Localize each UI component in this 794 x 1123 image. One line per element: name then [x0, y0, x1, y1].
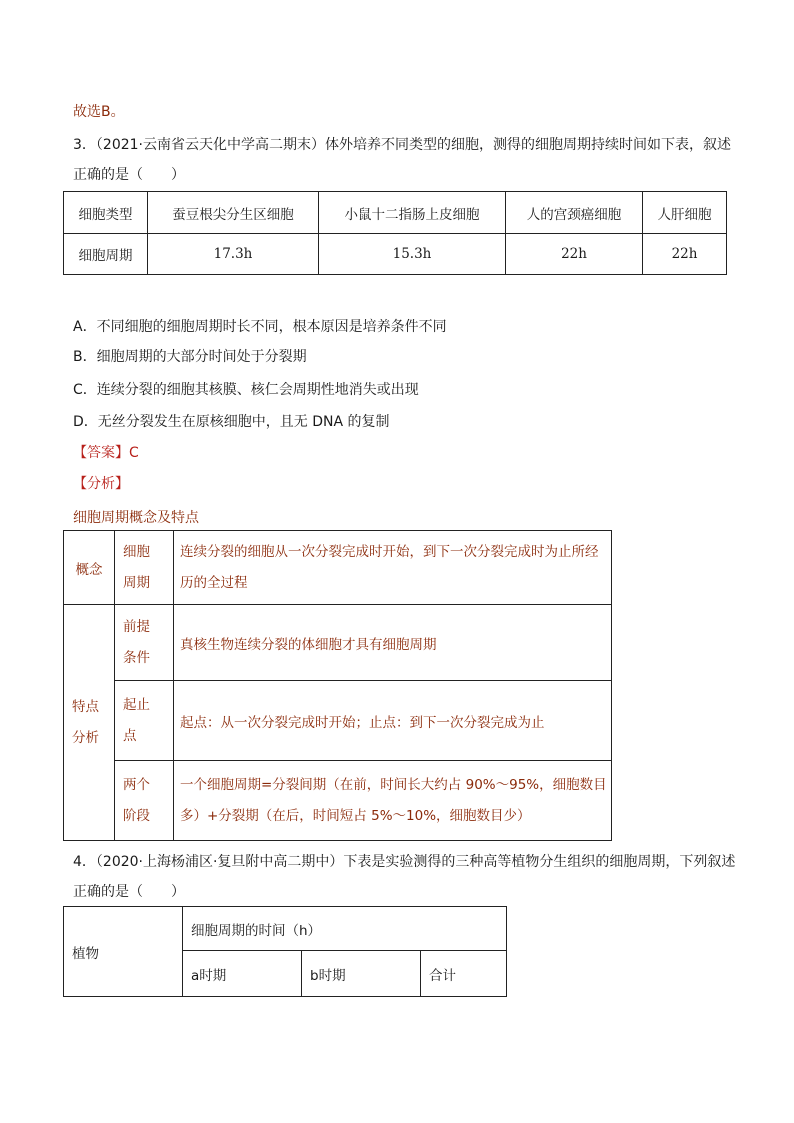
a-period-header-cell: a时期 [183, 951, 302, 997]
concept-cell: 概念 [64, 531, 115, 605]
premise-text-cell: 真核生物连续分裂的体细胞才具有细胞周期 [174, 605, 612, 681]
table-row [64, 531, 612, 605]
plant-header-cell: 植物 [64, 907, 183, 997]
analysis-table [63, 530, 612, 841]
concept-sub-line2: 周期 [123, 574, 150, 591]
table-cell: 17.3h [148, 234, 319, 275]
startend-cell [115, 681, 174, 761]
q3-stem-line1: 3．（2021·云南省云天化中学高二期末）体外培养不同类型的细胞，测得的细胞周期持续时间如下表，叙述 [73, 137, 731, 153]
concept-sub-line1: 细胞 [123, 543, 150, 560]
table-row [64, 761, 612, 841]
features-line2: 分析 [72, 729, 99, 746]
previous-answer-line: 故选B。 [73, 104, 125, 120]
table-cell: 22h [506, 234, 643, 275]
cycle-time-header-cell: 细胞周期的时间（h） [183, 907, 507, 951]
table-header-cell: 蚕豆根尖分生区细胞 [148, 192, 319, 234]
premise-cell [115, 605, 174, 681]
analysis-title: 细胞周期概念及特点 [73, 510, 199, 526]
q3-stem-line2: 正确的是（ ） [73, 167, 185, 183]
phases-line2: 阶段 [123, 807, 150, 824]
q3-option-b: B．细胞周期的大部分时间处于分裂期 [73, 349, 307, 365]
q3-cell-cycle-table [63, 191, 727, 275]
table-cell: 22h [643, 234, 727, 275]
q3-option-a: A．不同细胞的细胞周期时长不同，根本原因是培养条件不同 [73, 319, 447, 335]
table-header-cell: 人的宫颈癌细胞 [506, 192, 643, 234]
table-row [64, 192, 727, 234]
premise-line1: 前提 [123, 618, 150, 635]
startend-text-cell: 起点：从一次分裂完成时开始；止点：到下一次分裂完成为止 [174, 681, 612, 761]
table-cell: 15.3h [319, 234, 506, 275]
q4-plant-cycle-table [63, 906, 507, 997]
table-cell: 细胞周期 [64, 234, 148, 275]
answer-value: C [129, 445, 139, 461]
concept-definition-cell [174, 531, 612, 605]
answer-label: 【答案】 [73, 445, 129, 461]
phases-text-cell [174, 761, 612, 841]
phases-cell [115, 761, 174, 841]
answer-line [73, 442, 139, 462]
concept-sub-cell [115, 531, 174, 605]
concept-definition-line2: 历的全过程 [180, 574, 248, 591]
table-header-cell: 人肝细胞 [643, 192, 727, 234]
table-row [64, 234, 727, 275]
total-header-cell: 合计 [421, 951, 507, 997]
premise-line2: 条件 [123, 649, 150, 666]
table-row [64, 681, 612, 761]
phases-line1: 两个 [123, 776, 150, 793]
table-row [64, 907, 507, 951]
concept-definition-line1: 连续分裂的细胞从一次分裂完成时开始，到下一次分裂完成时为止所经 [180, 543, 599, 560]
analysis-label: 【分析】 [73, 476, 129, 492]
phases-text-line1: 一个细胞周期=分裂间期（在前，时间长大约占 90%～95%，细胞数目 [180, 776, 607, 793]
features-line1: 特点 [72, 698, 99, 715]
startend-line2: 点 [123, 727, 137, 744]
phases-text-line2: 多）+分裂期（在后，时间短占 5%～10%，细胞数目少） [180, 807, 531, 824]
q4-stem-line1: 4．（2020·上海杨浦区·复旦附中高二期中）下表是实验测得的三种高等植物分生组织的细胞周期，下列叙述 [73, 854, 736, 870]
q3-option-d: D．无丝分裂发生在原核细胞中，且无 DNA 的复制 [73, 414, 390, 430]
features-cell [64, 605, 115, 841]
startend-line1: 起止 [123, 696, 150, 713]
q4-stem-line2: 正确的是（ ） [73, 884, 185, 900]
b-period-header-cell: b时期 [302, 951, 421, 997]
table-header-cell: 小鼠十二指肠上皮细胞 [319, 192, 506, 234]
table-header-cell: 细胞类型 [64, 192, 148, 234]
q3-option-c: C．连续分裂的细胞其核膜、核仁会周期性地消失或出现 [73, 382, 419, 398]
table-row [64, 605, 612, 681]
